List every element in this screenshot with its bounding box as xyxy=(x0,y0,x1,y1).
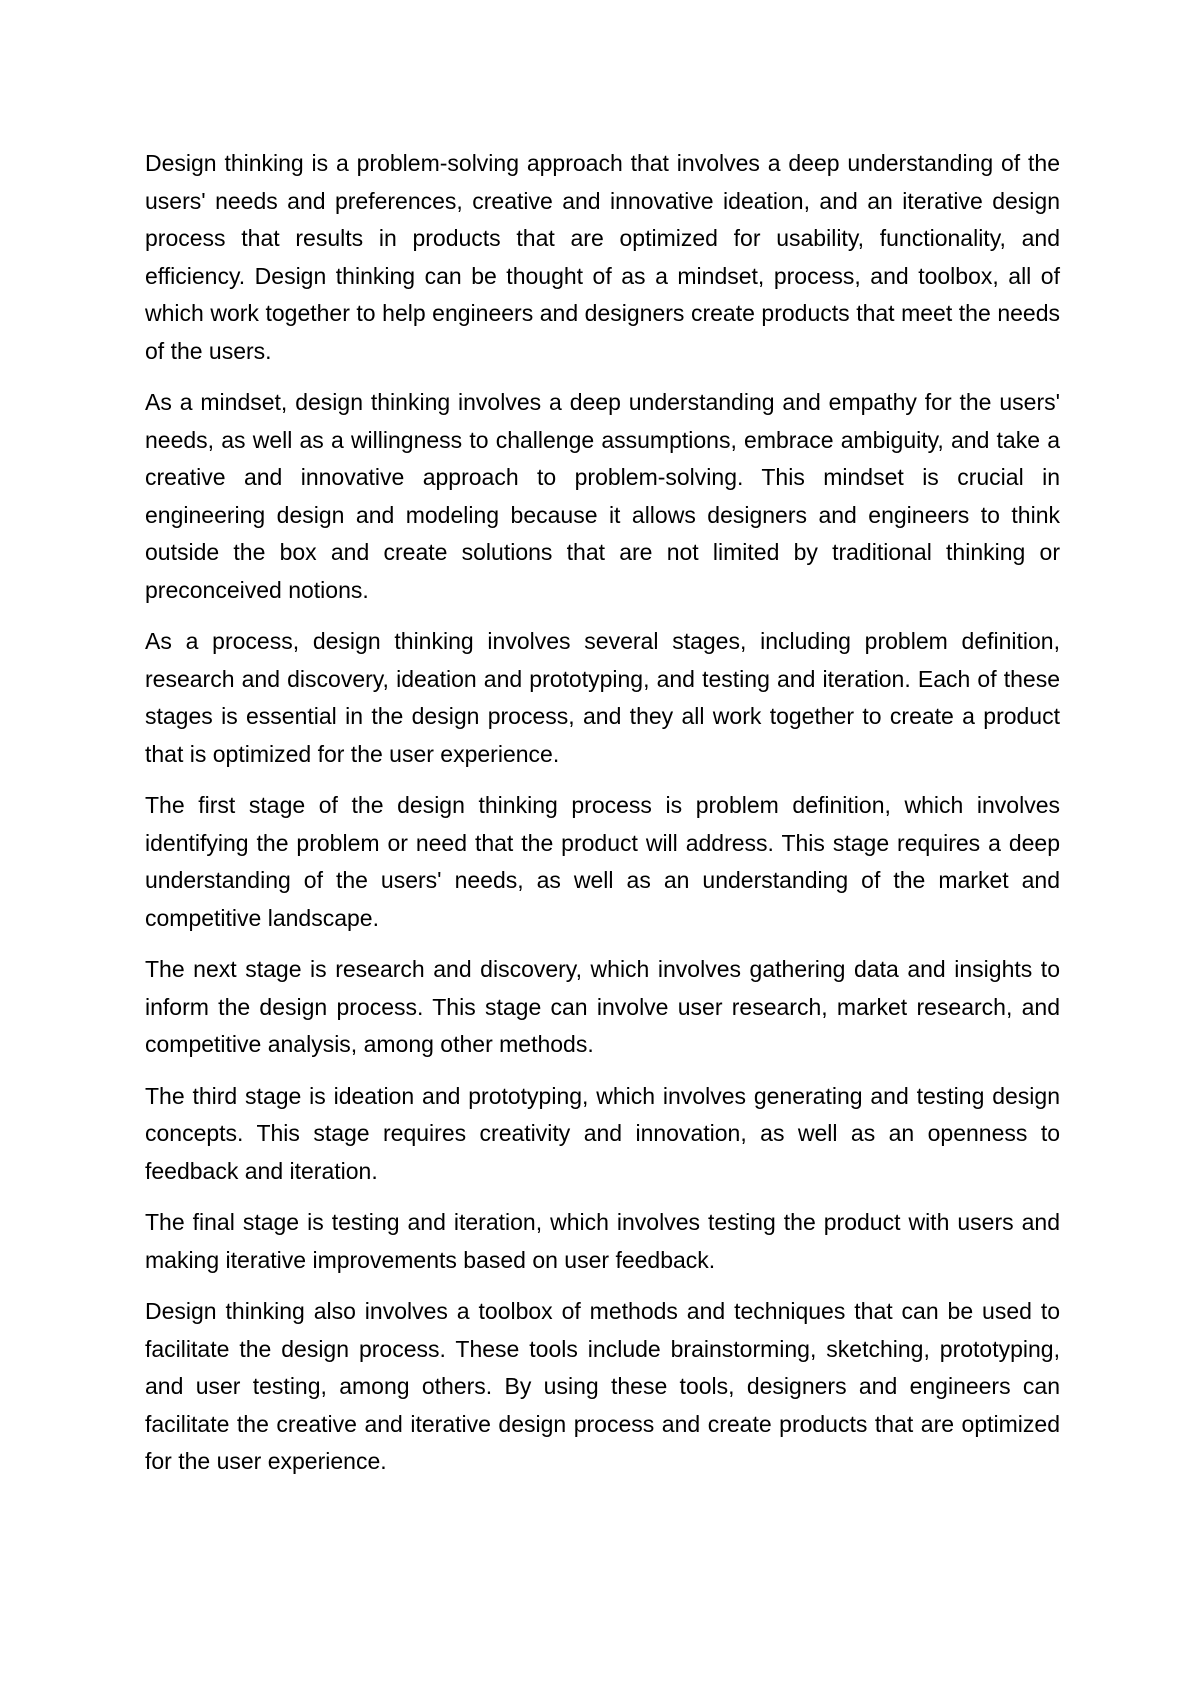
paragraph-problem-definition: The first stage of the design thinking process is problem definition, which involves identifying the problem or need that the product will address. This stage requires a deep understanding of the users' needs, as well as an understanding of the market and competitive landscape. xyxy=(145,792,1060,931)
paragraph-ideation-prototyping: The third stage is ideation and prototyping, which involves generating and testing design concepts. This stage requires creativity and innovation, as well as an openness to feedback and iteration. xyxy=(145,1082,1060,1184)
paragraph-toolbox: Design thinking also involves a toolbox of methods and techniques that can be used to facilitate the design process. These tools include brainstorming, sketching, prototyping, and user testing, among others. By using these tools, designers and engineers can facilitate the creative and iterative design process and create products that are optimized for the user experience. xyxy=(145,1298,1060,1474)
paragraph-intro: Design thinking is a problem-solving approach that involves a deep understanding of the users' needs and preferences, creative and innovative ideation, and an iterative design process that results in products that are optimized for usability, functionality, and efficiency. Design thinking can be thought of as a mindset, process, and toolbox, all of which work together to help engineers and designers create products that meet the needs of the users. xyxy=(145,150,1060,364)
document-body xyxy=(145,145,1060,1495)
paragraph-testing-iteration: The final stage is testing and iteration, which involves testing the product with users and making iterative improvements based on user feedback. xyxy=(145,1209,1060,1273)
paragraph-research-discovery: The next stage is research and discovery, which involves gathering data and insights to inform the design process. This stage can involve user research, market research, and competitive analysis, among other methods. xyxy=(145,956,1060,1057)
paragraph-process: As a process, design thinking involves several stages, including problem definition, research and discovery, ideation and prototyping, and testing and iteration. Each of these stages is essential in the design process, and they all work together to create a product that is optimized for the user experience. xyxy=(145,628,1060,767)
paragraph-mindset: As a mindset, design thinking involves a deep understanding and empathy for the users' needs, as well as a willingness to challenge assumptions, embrace ambiguity, and take a creative and innovative approach to problem-solving. This mindset is crucial in engineering design and modeling because it allows designers and engineers to think outside the box and create solutions that are not limited by traditional thinking or preconceived notions. xyxy=(145,389,1060,603)
